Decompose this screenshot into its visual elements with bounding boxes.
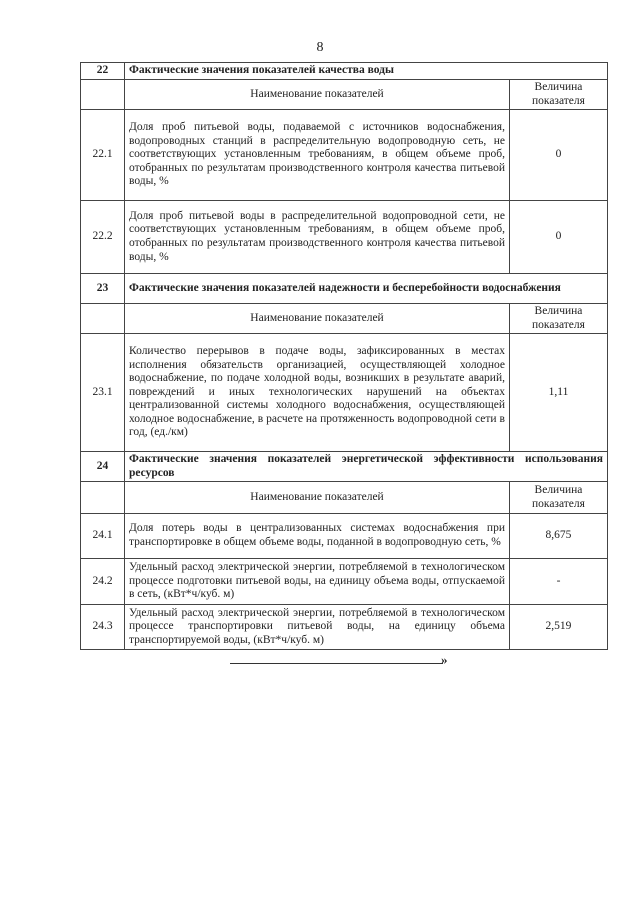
row-number: 22.1 xyxy=(81,110,125,201)
row-value: 2,519 xyxy=(509,605,607,650)
closing-underline xyxy=(230,663,443,664)
table-row xyxy=(81,559,608,605)
column-header-name: Наименование показателей xyxy=(125,80,510,110)
row-number: 24.1 xyxy=(81,514,125,559)
row-value: - xyxy=(509,559,607,605)
section-number: 22 xyxy=(81,63,125,80)
table-row xyxy=(81,605,608,650)
column-header-name: Наименование показателей xyxy=(125,304,510,334)
row-number: 24.3 xyxy=(81,605,125,650)
row-value: 1,11 xyxy=(509,334,607,452)
section-header-row xyxy=(81,274,608,304)
row-description: Удельный расход электрической энергии, потребляемой в технологическом процессе транспортировки питьевой воды, на единицу объема транспортируемой воды, (кВт*ч/куб. м) xyxy=(125,605,510,650)
section-title: Фактические значения показателей энергетической эффективности использования ресурсов xyxy=(125,452,608,482)
column-header-value: Величина показателя xyxy=(509,304,607,334)
empty-cell xyxy=(81,80,125,110)
section-number: 23 xyxy=(81,274,125,304)
column-header-row xyxy=(81,304,608,334)
table-row xyxy=(81,201,608,274)
column-header-value: Величина показателя xyxy=(509,482,607,514)
column-header-value: Величина показателя xyxy=(509,80,607,110)
page-number: 8 xyxy=(316,40,324,55)
column-header-row xyxy=(81,482,608,514)
table-row xyxy=(81,514,608,559)
section-header-row xyxy=(81,452,608,482)
column-header-row xyxy=(81,80,608,110)
section-title: Фактические значения показателей надежности и бесперебойности водоснабжения xyxy=(125,274,608,304)
section-title: Фактические значения показателей качества воды xyxy=(125,63,608,80)
section-number: 24 xyxy=(81,452,125,482)
row-description: Доля потерь воды в централизованных системах водоснабжения при транспортировке в общем объеме воды, поданной в водопроводную сеть, % xyxy=(125,514,510,559)
row-description: Доля проб питьевой воды, подаваемой с источников водоснабжения, водопроводных станций в распределительную водопроводную сеть, не соответствующих установленным требованиям, в общем объеме проб, отобранных по результатам производственного контроля качества питьевой воды, % xyxy=(125,110,510,201)
section-header-row xyxy=(81,63,608,80)
row-value: 0 xyxy=(509,201,607,274)
row-value: 8,675 xyxy=(509,514,607,559)
empty-cell xyxy=(81,304,125,334)
empty-cell xyxy=(81,482,125,514)
closing-quote-mark: » xyxy=(441,652,448,667)
row-number: 22.2 xyxy=(81,201,125,274)
row-description: Удельный расход электрической энергии, потребляемой в технологическом процессе подготовки питьевой воды, на единицу объема воды, отпускаемой в сеть, (кВт*ч/куб. м) xyxy=(125,559,510,605)
row-number: 24.2 xyxy=(81,559,125,605)
table-row xyxy=(81,334,608,452)
row-description: Доля проб питьевой воды в распределительной водопроводной сети, не соответствующих установленным требованиям, в общем объеме проб, отобранных по результатам производственного контроля качества питьевой воды, % xyxy=(125,201,510,274)
table-row xyxy=(81,110,608,201)
row-description: Количество перерывов в подаче воды, зафиксированных в местах исполнения обязательств организацией, осуществляющей холодное водоснабжение, по подаче холодной воды, возникших в результате аварий, повреждений и иных технологических нарушений на объектах централизованной системы холодного водоснабжения, осуществляющей холодное водоснабжение, в расчете на протяженность водопроводной сети в год, (ед./км) xyxy=(125,334,510,452)
row-value: 0 xyxy=(509,110,607,201)
indicators-table xyxy=(80,62,608,650)
column-header-name: Наименование показателей xyxy=(125,482,510,514)
row-number: 23.1 xyxy=(81,334,125,452)
